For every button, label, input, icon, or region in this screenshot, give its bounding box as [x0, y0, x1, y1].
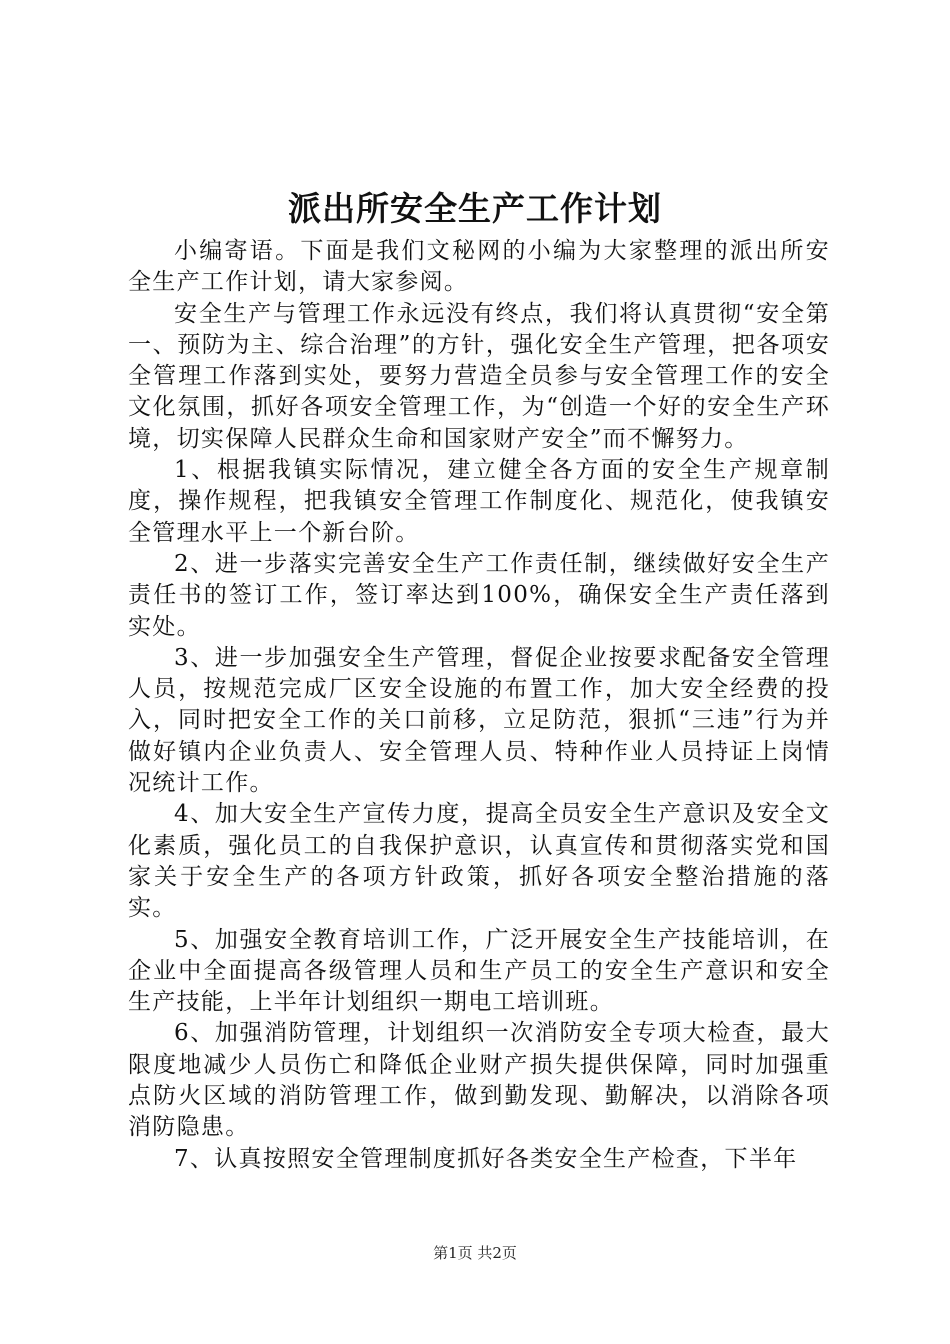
- document-title: 派出所安全生产工作计划: [288, 189, 662, 228]
- intro-paragraph: 小编寄语。下面是我们文秘网的小编为大家整理的派出所安全生产工作计划，请大家参阅。: [128, 238, 830, 296]
- item-paragraph-4: 4、加大安全生产宣传力度，提高全员安全生产意识及安全文化素质，强化员工的自我保护意识，认真宣传和贯彻落实党和国家关于安全生产的各项方针政策，抓好各项安全整治措施的落实。: [128, 801, 830, 922]
- item-paragraph-5: 5、加强安全教育培训工作，广泛开展安全生产技能培训，在企业中全面提高各级管理人员和生产员工的安全生产意识和安全生产技能，上半年计划组织一期电工培训班。: [128, 926, 830, 1016]
- item-paragraph-6: 6、加强消防管理，计划组织一次消防安全专项大检查，最大限度地减少人员伤亡和降低企业财产损失提供保障，同时加强重点防火区域的消防管理工作，做到勤发现、勤解决，以消除各项消防隐患。: [128, 1020, 830, 1141]
- document-body: [128, 236, 830, 1175]
- page-number-footer: 第1页 共2页: [433, 1244, 517, 1262]
- item-paragraph-1: 1、根据我镇实际情况，建立健全各方面的安全生产规章制度，操作规程，把我镇安全管理工作制度化、规范化，使我镇安全管理水平上一个新台阶。: [128, 457, 830, 546]
- item-paragraph-7: 7、认真按照安全管理制度抓好各类安全生产检查，下半年: [174, 1145, 798, 1172]
- overview-paragraph: 安全生产与管理工作永远没有终点，我们将认真贯彻“安全第一、预防为主、综合治理”的方针，强化安全生产管理，把各项安全管理工作落到实处，要努力营造全员参与安全管理工作的安全文化氛围，抓好各项安全管理工作，为“创造一个好的安全生产环境，切实保障人民群众生命和国家财产安全”而不懈努力。: [128, 300, 830, 452]
- item-paragraph-2: 2、进一步落实完善安全生产工作责任制，继续做好安全生产责任书的签订工作，签订率达到100%，确保安全生产责任落到实处。: [128, 550, 830, 640]
- item-paragraph-3: 3、进一步加强安全生产管理，督促企业按要求配备安全管理人员，按规范完成厂区安全设施的布置工作，加大安全经费的投入，同时把安全工作的关口前移，立足防范，狠抓“三违”行为并做好镇内企业负责人、安全管理人员、特种作业人员持证上岗情况统计工作。: [128, 644, 830, 797]
